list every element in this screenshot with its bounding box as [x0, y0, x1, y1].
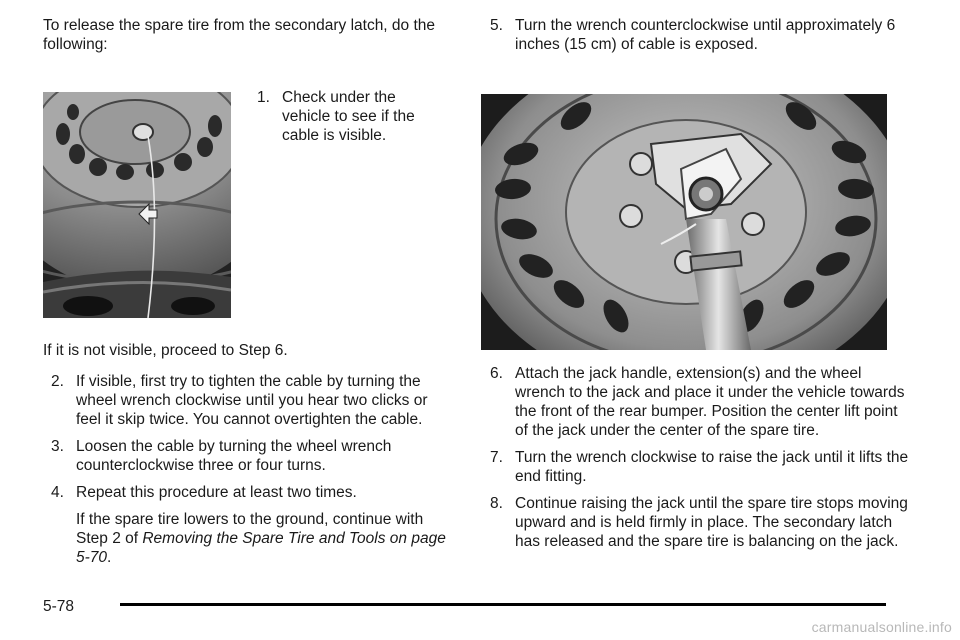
- intro-text: To release the spare tire from the secondary latch, do the following:: [43, 17, 436, 53]
- step-7: [490, 448, 910, 486]
- wrench-spare-tire-illustration: [481, 94, 887, 350]
- step-3-number: 3.: [51, 438, 64, 455]
- right-column: [490, 16, 910, 54]
- note-text: [76, 510, 453, 567]
- spare-tire-cable-illustration: [43, 92, 231, 318]
- step-1-text: Check under the vehicle to see if the cable is visible.: [282, 89, 415, 144]
- step-2: [51, 372, 453, 429]
- step-5-number: 5.: [490, 17, 503, 34]
- step-6: [490, 364, 910, 440]
- step-7-number: 7.: [490, 449, 503, 466]
- not-visible-text: If it is not visible, proceed to Step 6.: [43, 342, 288, 359]
- step-6-text: Attach the jack handle, extension(s) and the wheel wrench to the jack and place it under the vehicle towards the front of the rear bumper. Position the center lift point of the jack under the center of the spare tire.: [515, 365, 905, 439]
- step-1-number: 1.: [257, 89, 270, 106]
- step-3-text: Loosen the cable by turning the wheel wrench counterclockwise three or four turns.: [76, 438, 392, 474]
- step-4-text: Repeat this procedure at least two times.: [76, 484, 357, 501]
- step-5-text: Turn the wrench counterclockwise until approximately 6 inches (15 cm) of cable is exposed.: [515, 17, 896, 53]
- step-2-number: 2.: [51, 373, 64, 390]
- step-2-text: If visible, first try to tighten the cable by turning the wheel wrench clockwise until you hear two clicks or feel it skip twice. You cannot overtighten the cable.: [76, 373, 428, 428]
- step-6-number: 6.: [490, 365, 503, 382]
- step-4: [51, 483, 453, 502]
- note-link[interactable]: Removing the Spare Tire and Tools on page 5-70: [76, 530, 446, 566]
- footer-rule: [120, 603, 886, 606]
- wrench-spare-tire-figure: [481, 94, 887, 350]
- right-lower-text: [490, 364, 910, 551]
- note-before: If the spare tire lowers to the ground, continue with Step 2 of: [76, 511, 424, 547]
- watermark-text: carmanualsonline.info: [811, 619, 952, 635]
- step-1: [257, 88, 442, 145]
- step-8: [490, 494, 910, 551]
- step-3: [51, 437, 453, 475]
- left-lower-text: [43, 341, 453, 567]
- step-8-text: Continue raising the jack until the spare tire stops moving upward and is held firmly in place. The secondary latch has released and the spare tire is balancing on the jack.: [515, 495, 908, 550]
- note-after: .: [107, 549, 112, 566]
- left-column: [43, 16, 453, 54]
- page-number: 5-78: [43, 598, 75, 615]
- step-7-text: Turn the wrench clockwise to raise the jack until it lifts the end fitting.: [515, 449, 909, 485]
- step-8-number: 8.: [490, 495, 503, 512]
- step-4-number: 4.: [51, 484, 64, 501]
- spare-tire-cable-figure: [43, 92, 231, 318]
- step-5: [490, 16, 910, 54]
